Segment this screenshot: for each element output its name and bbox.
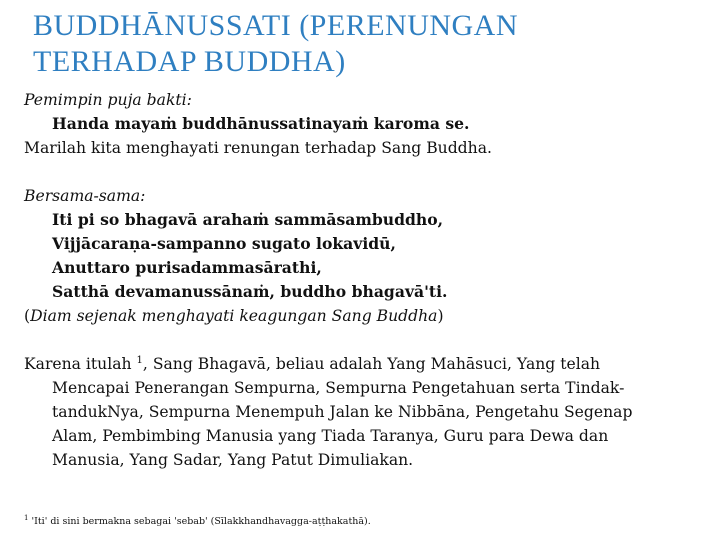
meaning-line [24, 352, 704, 376]
footnote-ref: 1 [136, 354, 143, 366]
leader-translation: Marilah kita menghayati renungan terhadap Sang Buddha. [24, 139, 492, 157]
verse-line: Vijjācaraṇa-sampanno sugato lokavidū, [52, 234, 396, 253]
page-title [33, 8, 713, 80]
footnote-marker: 1 [24, 513, 29, 522]
footnote-text: 'Iti' di sini bermakna sebagai 'sebab' (Sīlakkhandhavagga-aṭṭhakathā). [28, 516, 371, 527]
meaning-line: Manusia, Yang Sadar, Yang Patut Dimuliakan. [52, 451, 414, 469]
meaning-line: Mencapai Penerangan Sempurna, Sempurna Pengetahuan serta Tindak- [52, 379, 625, 397]
footnote [24, 513, 704, 528]
verse-line: Anuttaro purisadammasārathi, [52, 258, 322, 277]
verse-line: Satthā devamanussānaṁ, buddho bhagavā'ti. [52, 282, 448, 301]
leader-label: Pemimpin puja bakti: [24, 91, 192, 109]
verse-line: Iti pi so bhagavā arahaṁ sammāsambuddho, [52, 210, 444, 229]
meaning-rest: , Sang Bhagavā, beliau adalah Yang Mahāsuci, Yang telah [142, 355, 601, 373]
meaning-line: tanduk​Nya, Sempurna Menempuh Jalan ke Nibbāna, Pengetahu Segenap [52, 403, 633, 421]
liturgy-text [24, 88, 704, 472]
note-open: ( [24, 307, 31, 325]
together-label: Bersama-sama: [24, 187, 146, 205]
spacer [24, 328, 704, 352]
meaning-start: Karena itulah [24, 355, 132, 373]
meaning-line: Alam, Pembimbing Manusia yang Tiada Taranya, Guru para Dewa dan [52, 427, 609, 445]
leader-pali: Handa mayaṁ buddhānussatinayaṁ karoma se. [52, 114, 470, 133]
title-line-1: BUDDHĀNUSSATI (PERENUNGAN [33, 9, 519, 42]
note-close: ) [437, 307, 444, 325]
title-line-2: TERHADAP BUDDHA) [33, 45, 346, 78]
note-text: Diam sejenak menghayati keagungan Sang Buddha [30, 307, 438, 325]
silence-note [24, 304, 704, 328]
meaning-paragraph [24, 352, 704, 472]
spacer [24, 160, 704, 184]
